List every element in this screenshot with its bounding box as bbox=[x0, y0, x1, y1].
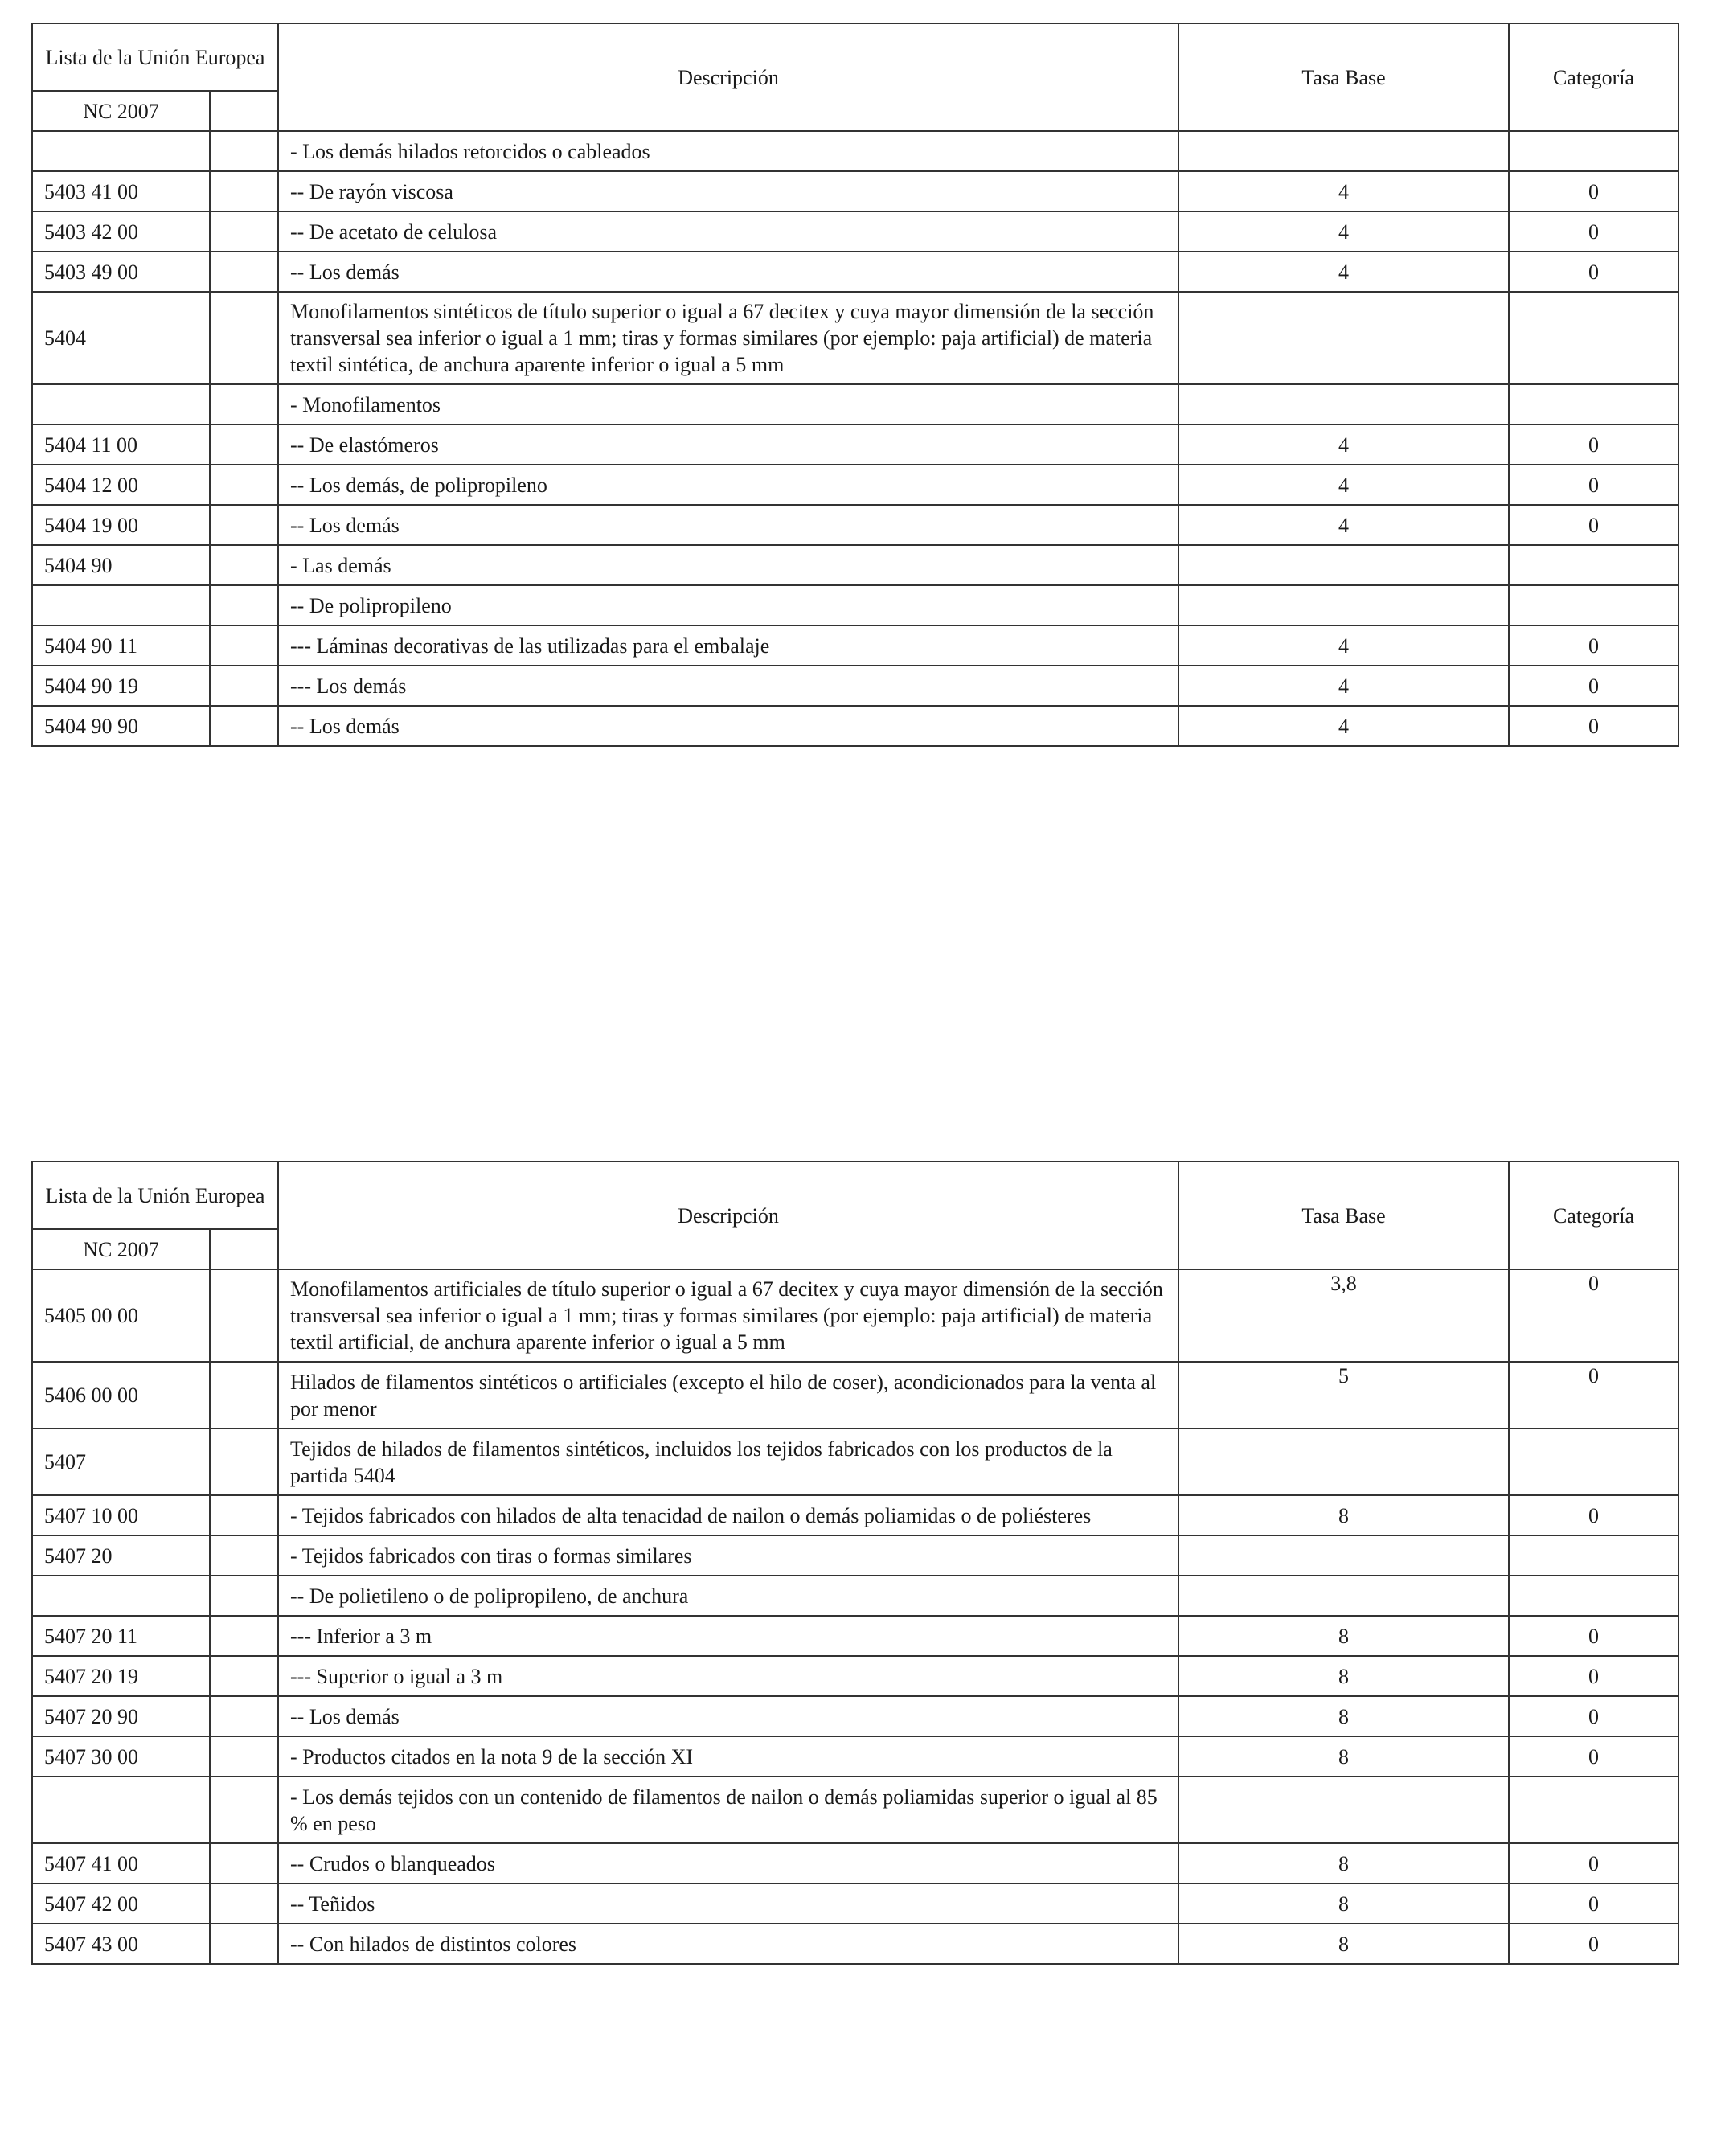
cell-tasa: 4 bbox=[1178, 666, 1509, 706]
header-nc: NC 2007 bbox=[32, 91, 210, 131]
table-row bbox=[32, 424, 1678, 465]
header-lista: Lista de la Unión Europea bbox=[32, 1162, 278, 1229]
cell-tasa: 4 bbox=[1178, 625, 1509, 666]
cell-blank bbox=[210, 292, 278, 384]
cell-blank bbox=[210, 131, 278, 171]
cell-code bbox=[32, 1576, 210, 1616]
cell-blank bbox=[210, 505, 278, 545]
cell-tasa: 8 bbox=[1178, 1495, 1509, 1535]
cell-code: 5407 30 00 bbox=[32, 1736, 210, 1777]
cell-cat: 0 bbox=[1509, 1736, 1678, 1777]
cell-desc: Hilados de filamentos sintéticos o artificiales (excepto el hilo de coser), acondicionados para la venta al por menor bbox=[278, 1362, 1178, 1428]
header-nc: NC 2007 bbox=[32, 1229, 210, 1269]
table-row bbox=[32, 1362, 1678, 1428]
cell-blank bbox=[210, 666, 278, 706]
cell-tasa: 8 bbox=[1178, 1924, 1509, 1964]
cell-cat: 0 bbox=[1509, 424, 1678, 465]
table-row bbox=[32, 1269, 1678, 1362]
cell-blank bbox=[210, 625, 278, 666]
cell-blank bbox=[210, 1843, 278, 1883]
cell-blank bbox=[210, 706, 278, 746]
cell-code: 5407 bbox=[32, 1428, 210, 1495]
cell-cat bbox=[1509, 1428, 1678, 1495]
cell-blank bbox=[210, 1696, 278, 1736]
cell-cat: 0 bbox=[1509, 1362, 1678, 1428]
header-blank bbox=[210, 1229, 278, 1269]
cell-tasa: 5 bbox=[1178, 1362, 1509, 1428]
table-row bbox=[32, 384, 1678, 424]
cell-blank bbox=[210, 1616, 278, 1656]
cell-tasa: 4 bbox=[1178, 465, 1509, 505]
cell-blank bbox=[210, 1736, 278, 1777]
cell-desc: Tejidos de hilados de filamentos sintéticos, incluidos los tejidos fabricados con los productos de la partida 5404 bbox=[278, 1428, 1178, 1495]
cell-desc: -- De polipropileno bbox=[278, 585, 1178, 625]
cell-cat: 0 bbox=[1509, 1696, 1678, 1736]
table-row bbox=[32, 625, 1678, 666]
tariff-table-2 bbox=[31, 1161, 1679, 1965]
table-row bbox=[32, 1616, 1678, 1656]
cell-desc: - Productos citados en la nota 9 de la sección XI bbox=[278, 1736, 1178, 1777]
cell-tasa: 8 bbox=[1178, 1696, 1509, 1736]
cell-cat: 0 bbox=[1509, 211, 1678, 252]
cell-desc: -- Los demás bbox=[278, 252, 1178, 292]
cell-desc: -- Los demás bbox=[278, 1696, 1178, 1736]
cell-blank bbox=[210, 1269, 278, 1362]
cell-blank bbox=[210, 1576, 278, 1616]
cell-tasa: 4 bbox=[1178, 171, 1509, 211]
cell-desc: -- De elastómeros bbox=[278, 424, 1178, 465]
cell-desc: -- De acetato de celulosa bbox=[278, 211, 1178, 252]
table-row bbox=[32, 131, 1678, 171]
cell-cat: 0 bbox=[1509, 1495, 1678, 1535]
cell-code: 5404 90 19 bbox=[32, 666, 210, 706]
cell-tasa: 8 bbox=[1178, 1616, 1509, 1656]
table-row bbox=[32, 1656, 1678, 1696]
cell-blank bbox=[210, 1535, 278, 1576]
cell-blank bbox=[210, 585, 278, 625]
cell-code: 5404 11 00 bbox=[32, 424, 210, 465]
cell-code: 5407 42 00 bbox=[32, 1883, 210, 1924]
cell-tasa bbox=[1178, 1535, 1509, 1576]
cell-desc: -- Con hilados de distintos colores bbox=[278, 1924, 1178, 1964]
cell-tasa: 4 bbox=[1178, 706, 1509, 746]
cell-tasa bbox=[1178, 1777, 1509, 1843]
cell-desc: - Los demás tejidos con un contenido de filamentos de nailon o demás poliamidas superior o igual al 85 % en peso bbox=[278, 1777, 1178, 1843]
cell-desc: - Tejidos fabricados con hilados de alta tenacidad de nailon o demás poliamidas o de poliésteres bbox=[278, 1495, 1178, 1535]
cell-tasa: 4 bbox=[1178, 211, 1509, 252]
header-categoria: Categoría bbox=[1509, 23, 1678, 131]
cell-tasa: 8 bbox=[1178, 1843, 1509, 1883]
cell-code: 5403 42 00 bbox=[32, 211, 210, 252]
cell-desc: -- Crudos o blanqueados bbox=[278, 1843, 1178, 1883]
cell-blank bbox=[210, 1428, 278, 1495]
cell-desc: -- Los demás bbox=[278, 706, 1178, 746]
cell-tasa: 3,8 bbox=[1178, 1269, 1509, 1362]
cell-cat: 0 bbox=[1509, 706, 1678, 746]
cell-tasa bbox=[1178, 585, 1509, 625]
tariff-table-1 bbox=[31, 23, 1679, 747]
cell-cat: 0 bbox=[1509, 465, 1678, 505]
cell-tasa: 4 bbox=[1178, 424, 1509, 465]
cell-blank bbox=[210, 1362, 278, 1428]
cell-desc: -- De rayón viscosa bbox=[278, 171, 1178, 211]
header-tasa: Tasa Base bbox=[1178, 23, 1509, 131]
cell-tasa bbox=[1178, 292, 1509, 384]
cell-code: 5404 90 90 bbox=[32, 706, 210, 746]
cell-cat bbox=[1509, 1777, 1678, 1843]
header-descripcion: Descripción bbox=[278, 23, 1178, 131]
cell-cat bbox=[1509, 545, 1678, 585]
cell-desc: --- Inferior a 3 m bbox=[278, 1616, 1178, 1656]
table-row bbox=[32, 171, 1678, 211]
header-categoria: Categoría bbox=[1509, 1162, 1678, 1269]
cell-tasa bbox=[1178, 131, 1509, 171]
table-row bbox=[32, 585, 1678, 625]
cell-blank bbox=[210, 1924, 278, 1964]
cell-blank bbox=[210, 252, 278, 292]
header-lista: Lista de la Unión Europea bbox=[32, 23, 278, 91]
cell-blank bbox=[210, 1883, 278, 1924]
cell-tasa bbox=[1178, 1428, 1509, 1495]
cell-cat: 0 bbox=[1509, 1924, 1678, 1964]
table-row bbox=[32, 252, 1678, 292]
cell-cat bbox=[1509, 585, 1678, 625]
cell-code: 5407 20 90 bbox=[32, 1696, 210, 1736]
table-row bbox=[32, 465, 1678, 505]
cell-cat bbox=[1509, 131, 1678, 171]
cell-blank bbox=[210, 1495, 278, 1535]
cell-desc: - Las demás bbox=[278, 545, 1178, 585]
cell-cat: 0 bbox=[1509, 666, 1678, 706]
table-row bbox=[32, 1535, 1678, 1576]
cell-code bbox=[32, 585, 210, 625]
cell-desc: -- Los demás, de polipropileno bbox=[278, 465, 1178, 505]
cell-cat: 0 bbox=[1509, 1843, 1678, 1883]
cell-code: 5403 49 00 bbox=[32, 252, 210, 292]
cell-tasa: 8 bbox=[1178, 1883, 1509, 1924]
cell-code: 5403 41 00 bbox=[32, 171, 210, 211]
cell-tasa: 4 bbox=[1178, 252, 1509, 292]
table-row bbox=[32, 1696, 1678, 1736]
cell-cat bbox=[1509, 384, 1678, 424]
header-descripcion: Descripción bbox=[278, 1162, 1178, 1269]
cell-blank bbox=[210, 424, 278, 465]
cell-code: 5407 10 00 bbox=[32, 1495, 210, 1535]
cell-code: 5407 41 00 bbox=[32, 1843, 210, 1883]
cell-cat: 0 bbox=[1509, 252, 1678, 292]
cell-code: 5404 12 00 bbox=[32, 465, 210, 505]
cell-desc: --- Superior o igual a 3 m bbox=[278, 1656, 1178, 1696]
cell-blank bbox=[210, 1777, 278, 1843]
cell-code: 5406 00 00 bbox=[32, 1362, 210, 1428]
cell-cat: 0 bbox=[1509, 505, 1678, 545]
table-row bbox=[32, 1428, 1678, 1495]
cell-blank bbox=[210, 211, 278, 252]
cell-code: 5407 20 bbox=[32, 1535, 210, 1576]
cell-code bbox=[32, 1777, 210, 1843]
cell-cat bbox=[1509, 1576, 1678, 1616]
cell-tasa bbox=[1178, 545, 1509, 585]
cell-cat: 0 bbox=[1509, 1269, 1678, 1362]
cell-desc: Monofilamentos sintéticos de título superior o igual a 67 decitex y cuya mayor dimensión de la sección transversal sea inferior o igual a 1 mm; tiras y formas similares (por ejemplo: paja artificial) de materia textil sintética, de anchura aparente inferior o igual a 5 mm bbox=[278, 292, 1178, 384]
cell-code: 5404 90 bbox=[32, 545, 210, 585]
cell-cat: 0 bbox=[1509, 625, 1678, 666]
cell-cat: 0 bbox=[1509, 1616, 1678, 1656]
cell-desc: - Monofilamentos bbox=[278, 384, 1178, 424]
table-row bbox=[32, 211, 1678, 252]
cell-tasa: 8 bbox=[1178, 1656, 1509, 1696]
cell-tasa: 4 bbox=[1178, 505, 1509, 545]
table-row bbox=[32, 666, 1678, 706]
table-row bbox=[32, 505, 1678, 545]
cell-cat: 0 bbox=[1509, 1883, 1678, 1924]
cell-desc: --- Los demás bbox=[278, 666, 1178, 706]
table-row bbox=[32, 1924, 1678, 1964]
cell-blank bbox=[210, 545, 278, 585]
cell-desc: -- Los demás bbox=[278, 505, 1178, 545]
cell-cat: 0 bbox=[1509, 171, 1678, 211]
cell-blank bbox=[210, 384, 278, 424]
cell-cat: 0 bbox=[1509, 1656, 1678, 1696]
cell-code: 5407 20 19 bbox=[32, 1656, 210, 1696]
cell-tasa: 8 bbox=[1178, 1736, 1509, 1777]
table-row bbox=[32, 1576, 1678, 1616]
table-row bbox=[32, 545, 1678, 585]
cell-cat bbox=[1509, 292, 1678, 384]
table-row bbox=[32, 706, 1678, 746]
cell-blank bbox=[210, 1656, 278, 1696]
cell-code: 5407 20 11 bbox=[32, 1616, 210, 1656]
table-row bbox=[32, 1736, 1678, 1777]
table-row bbox=[32, 1777, 1678, 1843]
table-row bbox=[32, 1495, 1678, 1535]
header-tasa: Tasa Base bbox=[1178, 1162, 1509, 1269]
cell-tasa bbox=[1178, 384, 1509, 424]
cell-blank bbox=[210, 465, 278, 505]
cell-cat bbox=[1509, 1535, 1678, 1576]
cell-desc: - Los demás hilados retorcidos o cableados bbox=[278, 131, 1178, 171]
cell-desc: -- De polietileno o de polipropileno, de anchura bbox=[278, 1576, 1178, 1616]
cell-code: 5407 43 00 bbox=[32, 1924, 210, 1964]
cell-desc: -- Teñidos bbox=[278, 1883, 1178, 1924]
cell-desc: Monofilamentos artificiales de título superior o igual a 67 decitex y cuya mayor dimensión de la sección transversal sea inferior o igual a 1 mm; tiras y formas similares (por ejemplo: paja artificial) de materia textil artificial, de anchura aparente inferior o igual a 5 mm bbox=[278, 1269, 1178, 1362]
table-row bbox=[32, 1883, 1678, 1924]
table-row bbox=[32, 1843, 1678, 1883]
cell-blank bbox=[210, 171, 278, 211]
cell-tasa bbox=[1178, 1576, 1509, 1616]
header-blank bbox=[210, 91, 278, 131]
cell-code: 5404 bbox=[32, 292, 210, 384]
cell-code: 5404 90 11 bbox=[32, 625, 210, 666]
cell-desc: --- Láminas decorativas de las utilizadas para el embalaje bbox=[278, 625, 1178, 666]
cell-code bbox=[32, 131, 210, 171]
cell-code bbox=[32, 384, 210, 424]
table-row bbox=[32, 292, 1678, 384]
cell-code: 5405 00 00 bbox=[32, 1269, 210, 1362]
cell-code: 5404 19 00 bbox=[32, 505, 210, 545]
cell-desc: - Tejidos fabricados con tiras o formas similares bbox=[278, 1535, 1178, 1576]
